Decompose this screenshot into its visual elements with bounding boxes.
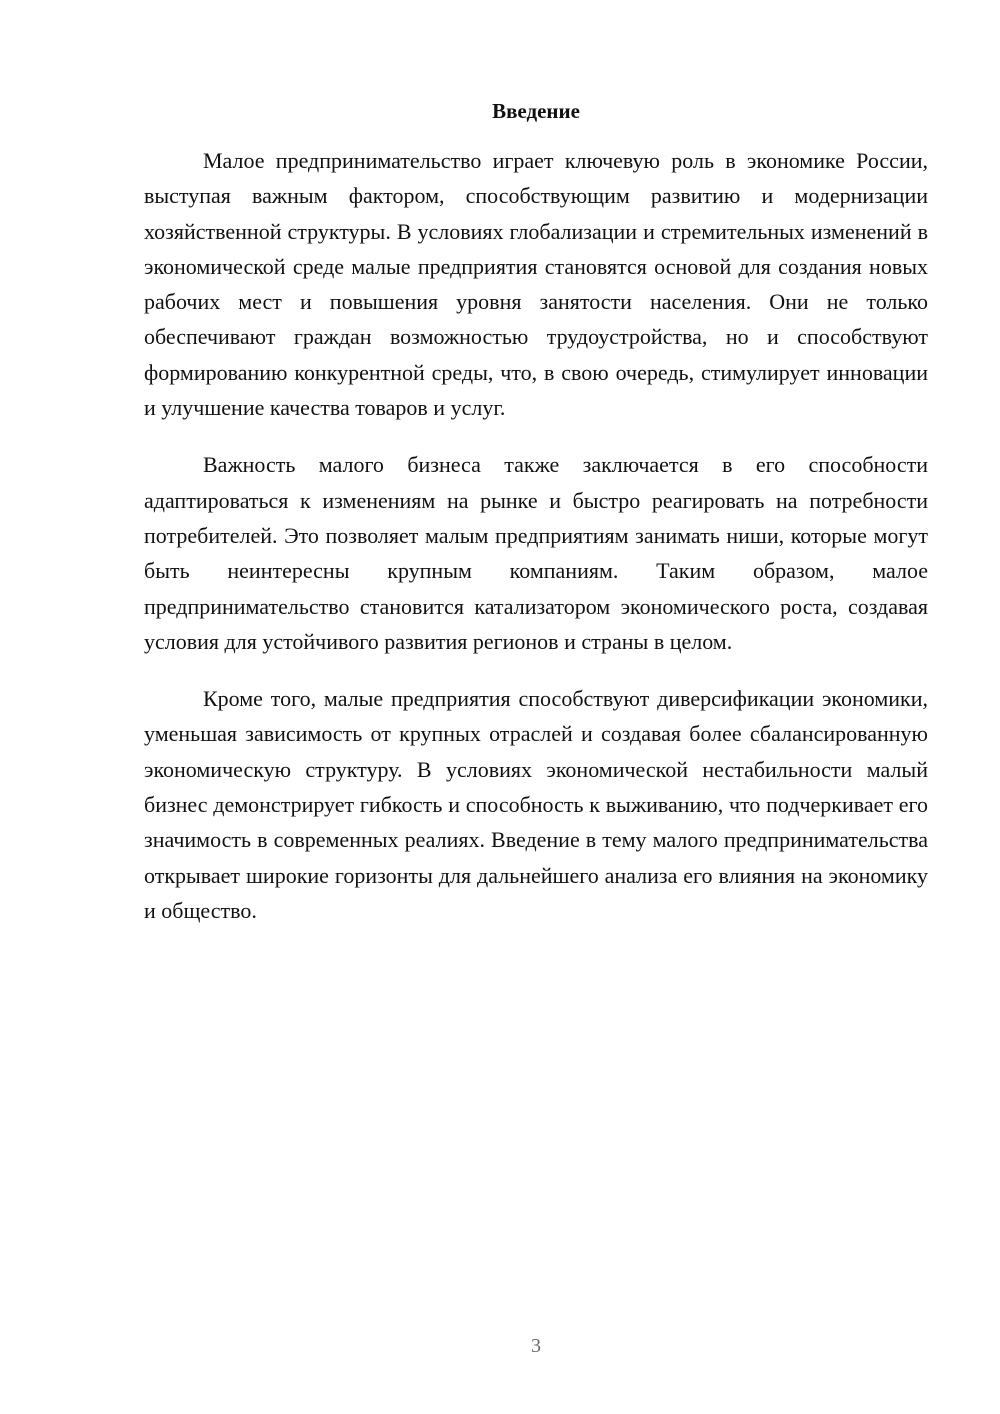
paragraph-3: Кроме того, малые предприятия способствуют диверсификации экономики, уменьшая зависимость от крупных отраслей и создавая более сбалансированную экономическую структуру. В условиях экономической нестабильности малый бизнес демонстрирует гибкость и способность к выживанию, что подчеркивает его значимость в современных реалиях. Введение в тему малого предпринимательства открывает широкие горизонты для дальнейшего анализа его влияния на экономику и общество. xyxy=(144,686,928,923)
paragraph-1: Малое предпринимательство играет ключевую роль в экономике России, выступая важным фактором, способствующим развитию и модернизации хозяйственной структуры. В условиях глобализации и стремительных изменений в экономической среде малые предприятия становятся основой для создания новых рабочих мест и повышения уровня занятости населения. Они не только обеспечивают граждан возможностью трудоустройства, но и способствуют формированию конкурентной среды, что, в свою очередь, стимулирует инновации и улучшение качества товаров и услуг. xyxy=(144,148,928,421)
section-title: Введение xyxy=(492,99,580,123)
page-number: 3 xyxy=(531,1335,541,1357)
body-text xyxy=(144,143,928,950)
paragraph-2: Важность малого бизнеса также заключается в его способности адаптироваться к изменениям на рынке и быстро реагировать на потребности потребителей. Это позволяет малым предприятиям занимать ниши, которые могут быть неинтересны крупным компаниям. Таким образом, малое предпринимательство становится катализатором экономического роста, создавая условия для устойчивого развития регионов и страны в целом. xyxy=(144,452,928,654)
